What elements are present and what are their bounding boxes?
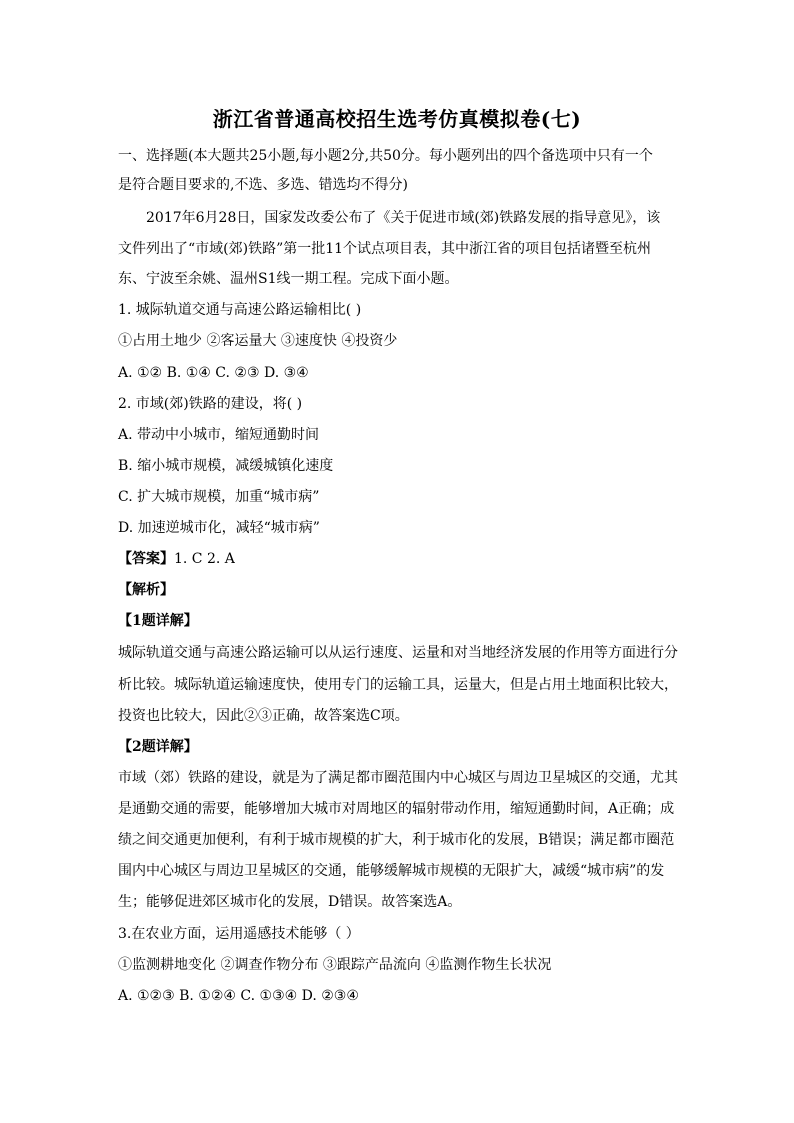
answer-label: 【答案】 (118, 551, 174, 567)
question-3-choices: A. ①②③ B. ①②④ C. ①③④ D. ②③④ (118, 988, 359, 1004)
analysis-label: 【解析】 (118, 582, 174, 598)
answer-line (118, 549, 688, 569)
answer-text: 1. C 2. A (174, 551, 235, 567)
question-1-items: ①占用土地少 ②客运量大 ③速度快 ④投资少 (118, 333, 398, 349)
question-3-items: ①监测耕地变化 ②调查作物分布 ③跟踪产品流向 ④监测作物生长状况 (118, 957, 552, 973)
question-1-choices: A. ①② B. ①④ C. ②③ D. ③④ (118, 365, 309, 381)
q1-detail-label: 【1题详解】 (118, 613, 198, 629)
q1-detail-line-3: 投资也比较大，因此②③正确，故答案选C项。 (118, 708, 409, 724)
q2-detail-line-1: 市域（郊）铁路的建设，就是为了满足都市圈范围内中心城区与周边卫星城区的交通，尤其 (118, 770, 678, 786)
section-intro-line-1: 一、选择题(本大题共25小题,每小题2分,共50分。每小题列出的四个备选项中只有一个 (118, 148, 653, 164)
q1-detail-line-2: 析比较。城际轨道运输速度快，使用专门的运输工具，运量大，但是占用土地面积比较大， (118, 677, 678, 693)
question-2-choice-a: A. 带动中小城市，缩短通勤时间 (118, 427, 320, 443)
question-2-choice-d: D. 加速逆城市化，减轻“城市病” (118, 520, 320, 536)
passage-line-3: 东、宁波至余姚、温州S1线一期工程。完成下面小题。 (118, 271, 459, 287)
question-3-stem: 3.在农业方面，运用遥感技术能够（ ） (118, 926, 360, 942)
q2-detail-line-2: 是通勤交通的需要，能够增加大城市对周地区的辐射带动作用，缩短通勤时间，A正确；成 (118, 801, 675, 817)
q2-detail-line-4: 围内中心城区与周边卫星城区的交通，能够缓解城市规模的无限扩大，减缓“城市病”的发 (118, 863, 665, 879)
question-2-choice-b: B. 缩小城市规模，减缓城镇化速度 (118, 458, 334, 474)
question-2-stem: 2. 市域(郊)铁路的建设，将( ) (118, 396, 303, 412)
question-2-choice-c: C. 扩大城市规模，加重“城市病” (118, 489, 320, 505)
q2-detail-line-3: 绩之间交通更加便利，有利于城市规模的扩大，利于城市化的发展，B错误；满足都市圈范 (118, 832, 675, 848)
q1-detail-line-1: 城际轨道交通与高速公路运输可以从运行速度、运量和对当地经济发展的作用等方面进行分 (118, 645, 678, 661)
question-1-stem: 1. 城际轨道交通与高速公路运输相比( ) (118, 302, 362, 318)
section-intro-line-2: 是符合题目要求的,不选、多选、错选均不得分) (118, 177, 408, 193)
passage-line-2: 文件列出了“市域(郊)铁路”第一批11个试点项目表，其中浙江省的项目包括诸暨至杭州 (118, 241, 652, 257)
q2-detail-label: 【2题详解】 (118, 739, 198, 755)
page-title: 浙江省普通高校招生选考仿真模拟卷(七) (212, 107, 582, 131)
q2-detail-line-5: 生；能够促进郊区城市化的发展，D错误。故答案选A。 (118, 894, 462, 910)
passage-line-1: 2017年6月28日，国家发改委公布了《关于促进市域(郊)铁路发展的指导意见》，该 (146, 210, 661, 226)
